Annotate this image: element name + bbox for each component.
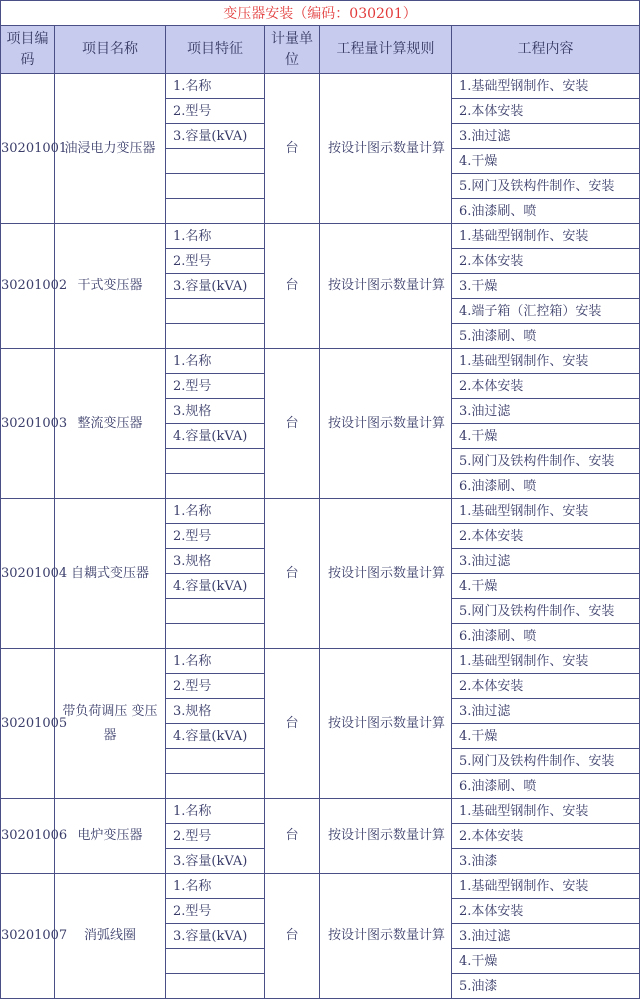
item-code: 30201005: [1, 649, 55, 799]
item-feature: [166, 449, 265, 474]
item-content: 2.本体安装: [452, 249, 640, 274]
item-content: 3.油过滤: [452, 924, 640, 949]
item-content: 1.基础型钢制作、安装: [452, 649, 640, 674]
item-feature: 1.名称: [166, 499, 265, 524]
item-content: 3.油漆: [452, 849, 640, 874]
item-content: 2.本体安装: [452, 899, 640, 924]
item-feature: 1.名称: [166, 799, 265, 824]
item-name: 带负荷调压 变压器: [55, 649, 166, 799]
item-rule: 按设计图示数量计算: [320, 74, 452, 224]
header-feature: 项目特征: [166, 26, 265, 74]
item-content: 5.网门及铁构件制作、安装: [452, 599, 640, 624]
item-content: 5.油漆刷、喷: [452, 324, 640, 349]
item-feature: [166, 949, 265, 974]
item-name: 干式变压器: [55, 224, 166, 349]
item-feature: [166, 774, 265, 799]
item-feature: 2.型号: [166, 99, 265, 124]
item-content: 4.干燥: [452, 149, 640, 174]
item-rule: 按设计图示数量计算: [320, 224, 452, 349]
item-content: 1.基础型钢制作、安装: [452, 499, 640, 524]
header-code: 项目编码: [1, 26, 55, 74]
item-content: 4.干燥: [452, 574, 640, 599]
item-content: 6.油漆刷、喷: [452, 199, 640, 224]
item-content: 5.网门及铁构件制作、安装: [452, 449, 640, 474]
item-code: 30201003: [1, 349, 55, 499]
item-code: 30201004: [1, 499, 55, 649]
item-rule: 按设计图示数量计算: [320, 799, 452, 874]
item-code: 30201007: [1, 874, 55, 999]
item-content: 3.油过滤: [452, 399, 640, 424]
item-feature: 2.型号: [166, 524, 265, 549]
item-unit: 台: [265, 224, 320, 349]
table-row: [1, 874, 640, 899]
item-feature: [166, 749, 265, 774]
item-feature: 3.规格: [166, 699, 265, 724]
item-feature: [166, 624, 265, 649]
item-feature: 1.名称: [166, 874, 265, 899]
table-row: [1, 799, 640, 824]
item-content: 6.油漆刷、喷: [452, 774, 640, 799]
table-body: [1, 74, 640, 999]
table-row: [1, 499, 640, 524]
table-row: [1, 349, 640, 374]
item-feature: [166, 324, 265, 349]
item-content: 5.油漆: [452, 974, 640, 999]
item-content: 3.干燥: [452, 274, 640, 299]
item-name: 自耦式变压器: [55, 499, 166, 649]
item-content: 2.本体安装: [452, 374, 640, 399]
item-content: 3.油过滤: [452, 699, 640, 724]
item-feature: 1.名称: [166, 74, 265, 99]
table-row: [1, 224, 640, 249]
item-feature: 3.容量(kVA): [166, 924, 265, 949]
item-feature: [166, 599, 265, 624]
item-feature: [166, 299, 265, 324]
item-rule: 按设计图示数量计算: [320, 499, 452, 649]
item-content: 4.端子箱（汇控箱）安装: [452, 299, 640, 324]
item-content: 1.基础型钢制作、安装: [452, 349, 640, 374]
item-rule: 按设计图示数量计算: [320, 349, 452, 499]
header-unit: 计量单位: [265, 26, 320, 74]
item-content: 5.网门及铁构件制作、安装: [452, 749, 640, 774]
table-row: [1, 649, 640, 674]
item-content: 6.油漆刷、喷: [452, 474, 640, 499]
table-row: [1, 74, 640, 99]
item-feature: 2.型号: [166, 899, 265, 924]
item-name: 电炉变压器: [55, 799, 166, 874]
item-rule: 按设计图示数量计算: [320, 649, 452, 799]
header-name: 项目名称: [55, 26, 166, 74]
item-name: 油浸电力变压器: [55, 74, 166, 224]
item-feature: 1.名称: [166, 224, 265, 249]
item-unit: 台: [265, 74, 320, 224]
header-rule: 工程量计算规则: [320, 26, 452, 74]
item-unit: 台: [265, 349, 320, 499]
item-feature: 2.型号: [166, 674, 265, 699]
item-feature: [166, 474, 265, 499]
item-content: 5.网门及铁构件制作、安装: [452, 174, 640, 199]
item-feature: 2.型号: [166, 824, 265, 849]
item-code: 30201006: [1, 799, 55, 874]
item-content: 1.基础型钢制作、安装: [452, 224, 640, 249]
item-name: 整流变压器: [55, 349, 166, 499]
item-feature: 2.型号: [166, 374, 265, 399]
item-content: 1.基础型钢制作、安装: [452, 74, 640, 99]
item-unit: 台: [265, 649, 320, 799]
item-feature: 1.名称: [166, 649, 265, 674]
item-code: 30201001: [1, 74, 55, 224]
item-feature: 2.型号: [166, 249, 265, 274]
item-content: 4.干燥: [452, 424, 640, 449]
item-feature: 3.规格: [166, 549, 265, 574]
item-feature: 4.容量(kVA): [166, 574, 265, 599]
item-feature: 1.名称: [166, 349, 265, 374]
item-content: 6.油漆刷、喷: [452, 624, 640, 649]
item-content: 2.本体安装: [452, 824, 640, 849]
item-content: 1.基础型钢制作、安装: [452, 874, 640, 899]
item-content: 2.本体安装: [452, 674, 640, 699]
header-content: 工程内容: [452, 26, 640, 74]
item-feature: 3.容量(kVA): [166, 849, 265, 874]
item-content: 4.干燥: [452, 949, 640, 974]
item-content: 4.干燥: [452, 724, 640, 749]
item-feature: 3.容量(kVA): [166, 124, 265, 149]
item-content: 2.本体安装: [452, 99, 640, 124]
item-unit: 台: [265, 499, 320, 649]
item-content: 3.油过滤: [452, 124, 640, 149]
item-unit: 台: [265, 799, 320, 874]
item-content: 1.基础型钢制作、安装: [452, 799, 640, 824]
item-feature: [166, 974, 265, 999]
item-feature: 3.规格: [166, 399, 265, 424]
item-feature: 4.容量(kVA): [166, 424, 265, 449]
item-feature: [166, 199, 265, 224]
item-feature: 3.容量(kVA): [166, 274, 265, 299]
item-unit: 台: [265, 874, 320, 999]
item-rule: 按设计图示数量计算: [320, 874, 452, 999]
item-feature: [166, 174, 265, 199]
item-content: 3.油过滤: [452, 549, 640, 574]
item-feature: [166, 149, 265, 174]
table-title: 变压器安装（编码：030201）: [1, 1, 640, 26]
item-code: 30201002: [1, 224, 55, 349]
item-feature: 4.容量(kVA): [166, 724, 265, 749]
item-name: 消弧线圈: [55, 874, 166, 999]
item-content: 2.本体安装: [452, 524, 640, 549]
